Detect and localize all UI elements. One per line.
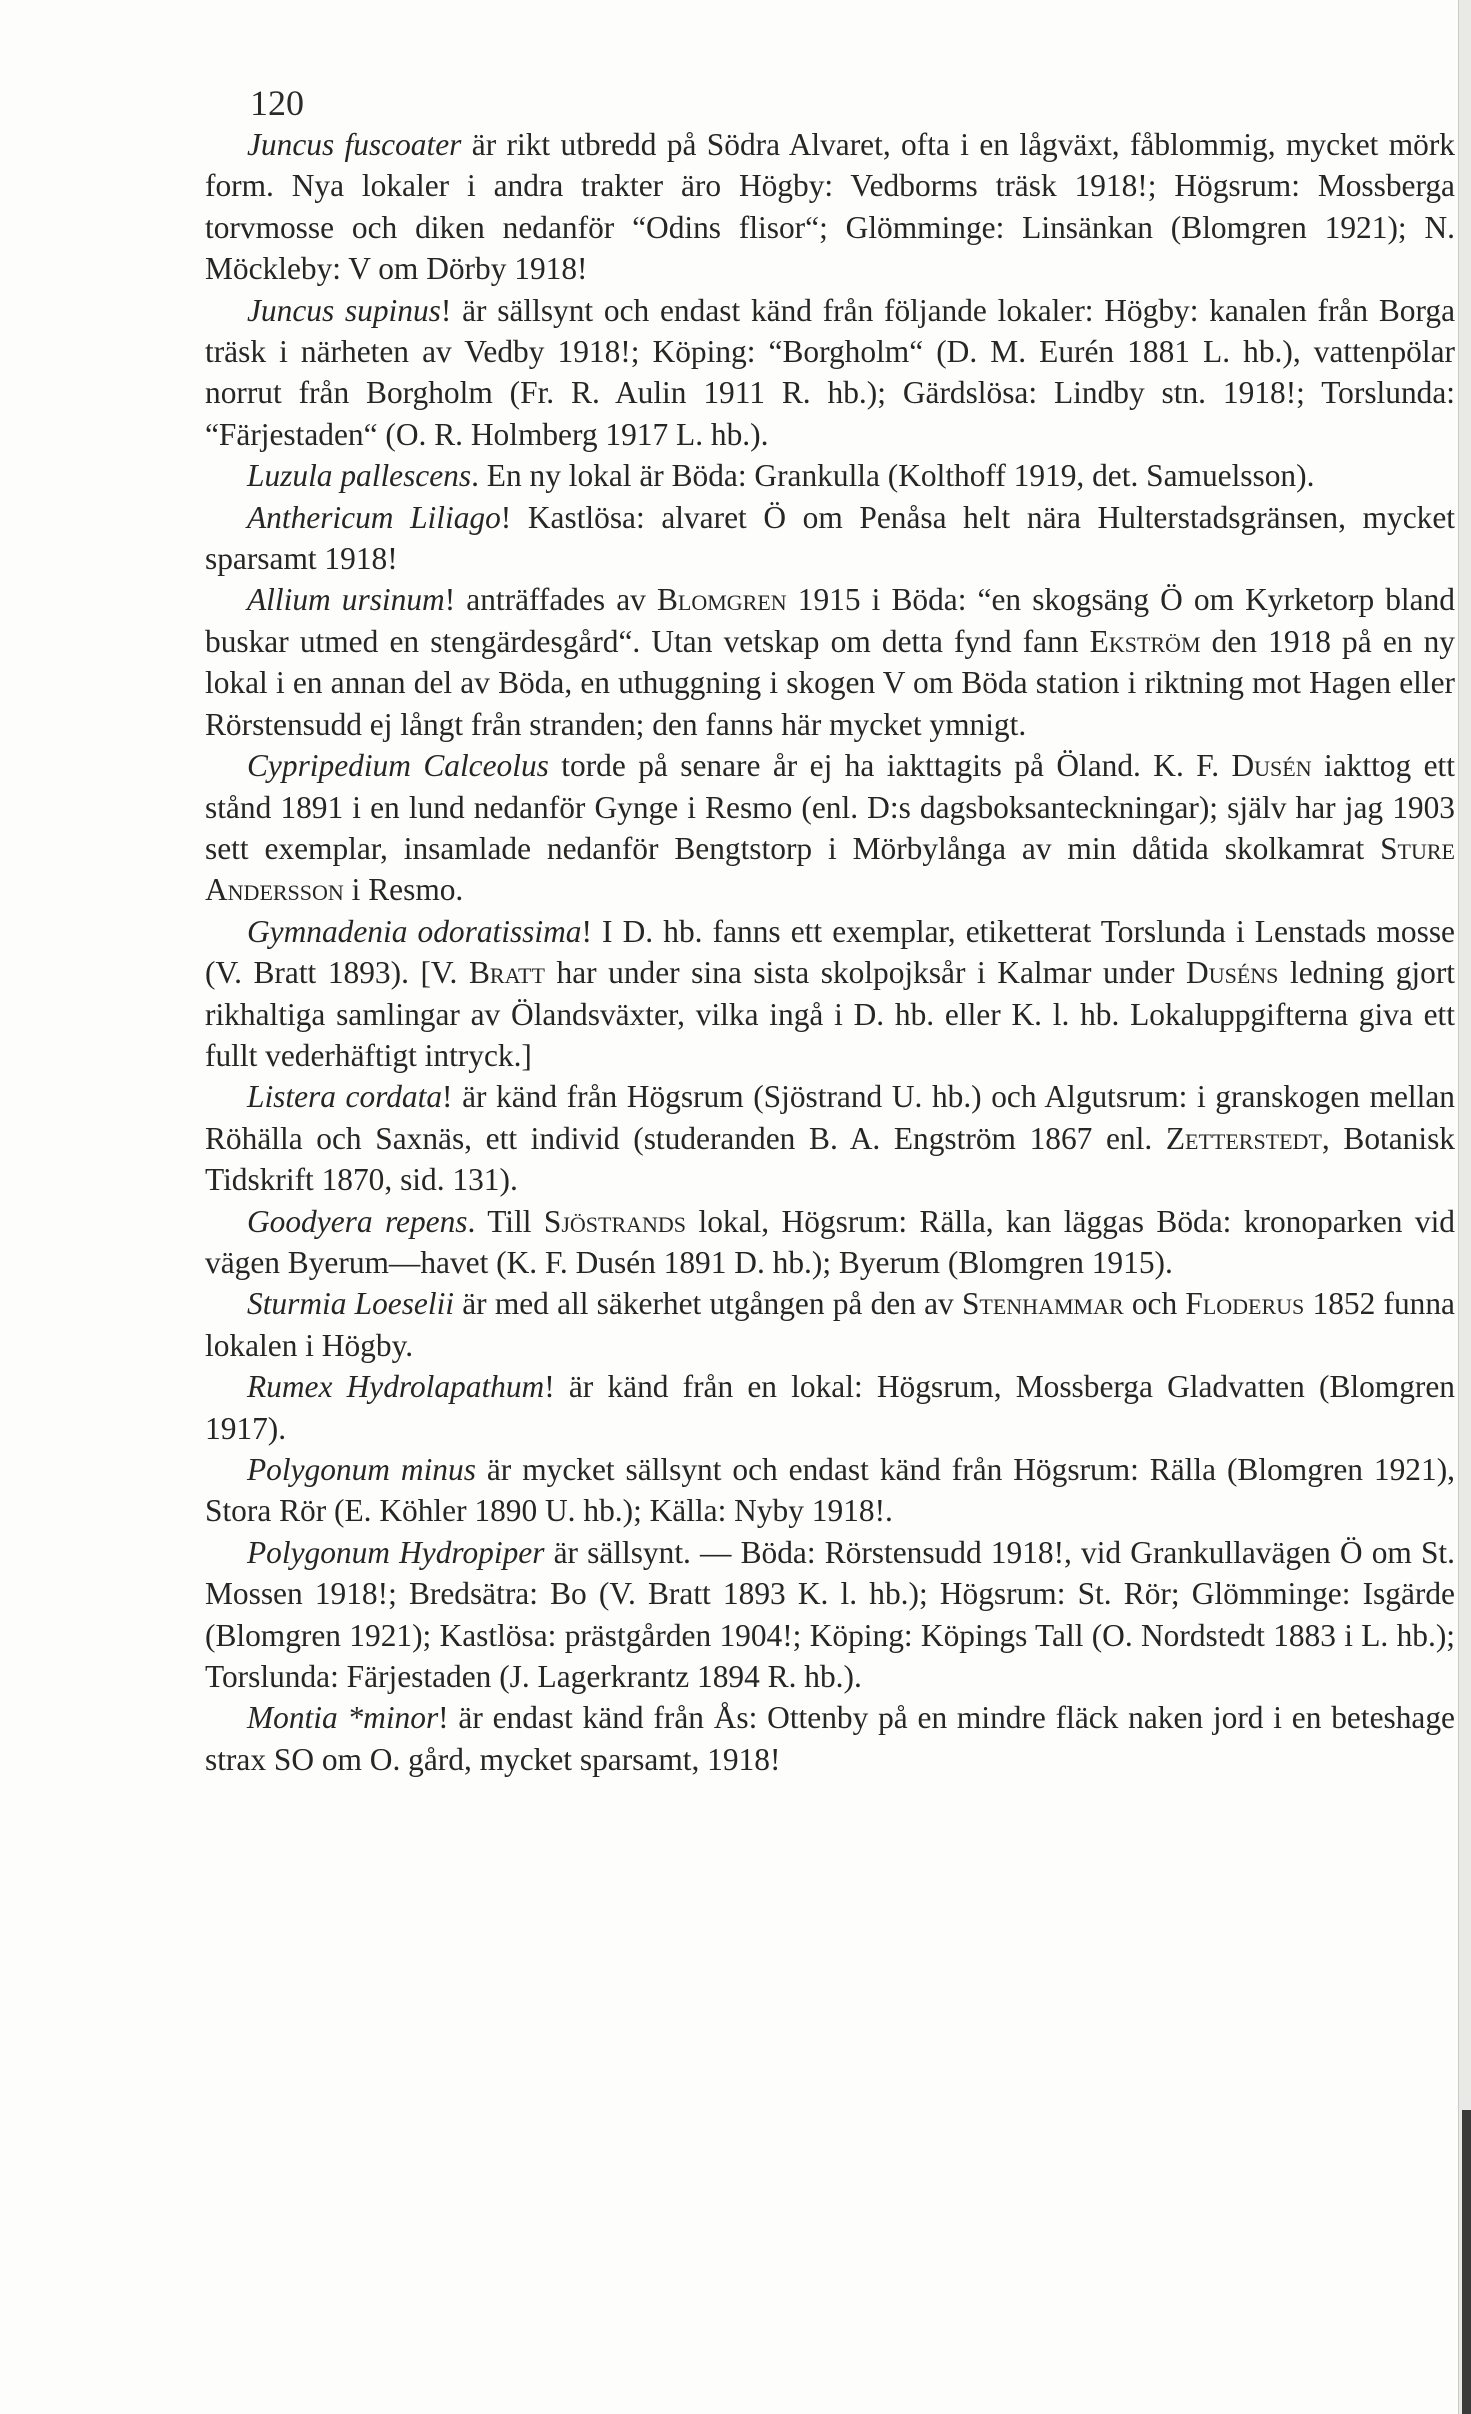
entry-text: lokal, Högsrum: Rälla, kan läggas Böda: kronoparken vid vägen Byerum—havet (K. F. Dusén 1891 D. hb.); Byerum (Blomgren 1915). — [205, 1203, 1456, 1280]
species-name: Polygonum Hydropiper — [247, 1534, 545, 1570]
entry-text: är med all säkerhet utgången på den av — [454, 1286, 962, 1322]
species-name: Listera cordata — [247, 1079, 443, 1115]
entry-text: och — [1123, 1286, 1186, 1322]
species-name: Allium ursinum — [247, 582, 445, 618]
entry-text: är mycket sällsynt och endast känd från Högsrum: Rälla (Blomgren 1921), Stora Rör (E. Köhler 1890 U. hb.); Källa: Nyby 1918!. — [205, 1452, 1455, 1529]
author-name: Ekström — [1089, 623, 1201, 659]
entry-text: ! är sällsynt och endast känd från följande lokaler: Högby: kanalen från Borga träsk i närheten av Vedby 1918!; Köping: “Borgholm“ (D. M. Eurén 1881 L. hb.), vattenpölar norrut från Borgholm (Fr. R. Aulin 1911 R. hb.); Gärdslösa: Lindby stn. 1918!; Torslunda: “Färjestaden“ (O. R. Holmberg 1917 L. hb.). — [205, 292, 1456, 452]
entry-text: är rikt utbredd på Södra Alvaret, ofta i en lågväxt, fåblommig, mycket mörk form. Nya lokaler i andra trakter äro Högby: Vedborms träsk 1918!; Högsrum: Mossberga torvmosse och diken nedanför “Odins flisor“; Glömminge: Linsänkan (Blomgren 1921); N. Möckleby: V om Dörby 1918! — [205, 127, 1456, 287]
entry-polygonum-minus — [205, 1449, 1455, 1532]
author-name: Floderus — [1185, 1286, 1305, 1322]
entry-text: . En ny lokal är Böda: Grankulla (Kolthoff 1919, det. Samuelsson). — [471, 458, 1315, 494]
entry-text: ! är endast känd från Ås: Ottenby på en mindre fläck naken jord i en beteshage strax SO om O. gård, mycket sparsamt, 1918! — [205, 1700, 1455, 1777]
entry-text: torde på senare år ej ha iakttagits på Öland. K. F. — [548, 748, 1232, 784]
entry-text: den 1918 på en ny lokal i en annan del av Böda, en uthuggning i skogen V om Böda station i riktning mot Hagen eller Rörstensudd ej långt från stranden; den fanns här mycket ymnigt. — [205, 623, 1455, 742]
entry-text: ! Kastlösa: alvaret Ö om Penåsa helt nära Hulterstadsgränsen, mycket sparsamt 1918! — [205, 499, 1455, 577]
entry-text: är sällsynt. — Böda: Rörstensudd 1918!, vid Grankullavägen Ö om St. Mossen 1918!; Bredsätra: Bo (V. Bratt 1893 K. l. hb.); Högsrum: St. Rör; Glömminge: Isgärde (Blomgren 1921); Kastlösa: prästgården 1904!; Köping: Köpings Tall (O. Nordstedt 1883 i L. hb.); Torslunda: Färjestaden (J. Lagerkrantz 1894 R. hb.). — [205, 1534, 1455, 1695]
author-name: Sjöstrands — [543, 1203, 687, 1239]
author-name: Sture Andersson — [205, 830, 1455, 908]
entry-text: ! I D. hb. fanns ett exemplar, etiketterat Torslunda i Lenstads mosse (V. Bratt 1893). [V. — [205, 913, 1455, 991]
species-name: Cypripedium Calceolus — [247, 748, 549, 784]
entry-luzula-pallescens — [205, 455, 1455, 496]
entry-text: i Resmo. — [343, 872, 464, 908]
species-name: Rumex Hydrolapathum — [247, 1369, 545, 1405]
entry-text: 1852 funna lokalen i Högby. — [205, 1286, 1455, 1363]
entry-cypripedium-calceolus — [205, 745, 1455, 911]
entry-rumex-hydrolapathum — [205, 1366, 1455, 1449]
entry-goodyera-repens — [205, 1201, 1455, 1284]
species-name: Anthericum Liliago — [247, 499, 501, 535]
entry-polygonum-hydropiper — [205, 1532, 1455, 1698]
entry-sturmia-loeselii — [205, 1283, 1455, 1366]
author-name: Stenhammar — [961, 1286, 1124, 1322]
entry-text: ! är känd från en lokal: Högsrum, Mossberga Gladvatten (Blomgren 1917). — [205, 1369, 1455, 1446]
species-name: Luzula pallescens — [247, 458, 472, 494]
entry-text: har under sina sista skolpojksår i Kalmar under — [544, 955, 1187, 991]
author-name: Zetterstedt — [1165, 1120, 1322, 1156]
entry-juncus-supinus — [205, 290, 1455, 456]
species-name: Goodyera repens — [247, 1203, 468, 1239]
entry-gymnadenia-odoratissima — [205, 911, 1455, 1077]
page-edge-shadow — [1462, 2110, 1471, 2414]
entry-text: ledning gjort rikhaltiga samlingar av Ölandsväxter, vilka ingå i D. hb. eller K. l. hb. Lokaluppgifterna giva ett fullt vederhäftigt intryck.] — [205, 955, 1455, 1073]
entry-text: . Till — [467, 1203, 544, 1239]
species-name: Montia *minor — [247, 1700, 439, 1736]
entry-anthericum-liliago — [205, 497, 1455, 580]
entry-text: ! är känd från Högsrum (Sjöstrand U. hb.) och Algutsrum: i granskogen mellan Röhälla och Saxnäs, ett individ (studeranden B. A. Engström 1867 enl. — [205, 1079, 1456, 1156]
page-number: 120 — [250, 83, 304, 123]
entry-montia-minor — [205, 1697, 1455, 1780]
entry-text: ! anträffades av — [444, 582, 657, 618]
entry-allium-ursinum — [205, 579, 1455, 745]
author-name: Duséns — [1186, 955, 1279, 991]
author-name: Bratt — [468, 955, 545, 991]
page-edge — [1458, 0, 1471, 2414]
species-name: Juncus fuscoater — [247, 127, 462, 162]
author-name: Dusén — [1231, 748, 1312, 784]
author-name: Blomgren — [656, 582, 787, 618]
entry-juncus-fuscoater — [205, 124, 1455, 290]
species-name: Juncus supinus — [247, 292, 441, 328]
entry-text: , Botanisk Tidskrift 1870, sid. 131). — [205, 1120, 1455, 1198]
page-body — [205, 124, 1455, 1780]
entry-listera-cordata — [205, 1076, 1455, 1200]
species-name: Polygonum minus — [247, 1452, 476, 1487]
entry-text: iakttog ett stånd 1891 i en lund nedanför Gynge i Resmo (enl. D:s dagsboksanteckningar); själv har jag 1903 sett exemplar, insamlade nedanför Bengtstorp i Mörbylånga av min dåtida skolkamrat — [205, 748, 1455, 866]
species-name: Sturmia Loeselii — [247, 1286, 455, 1322]
entry-text: 1915 i Böda: “en skogsäng Ö om Kyrketorp bland buskar utmed en stengärdesgård“. Utan vetskap om detta fynd fann — [205, 582, 1455, 659]
species-name: Gymnadenia odoratissima — [247, 913, 582, 949]
